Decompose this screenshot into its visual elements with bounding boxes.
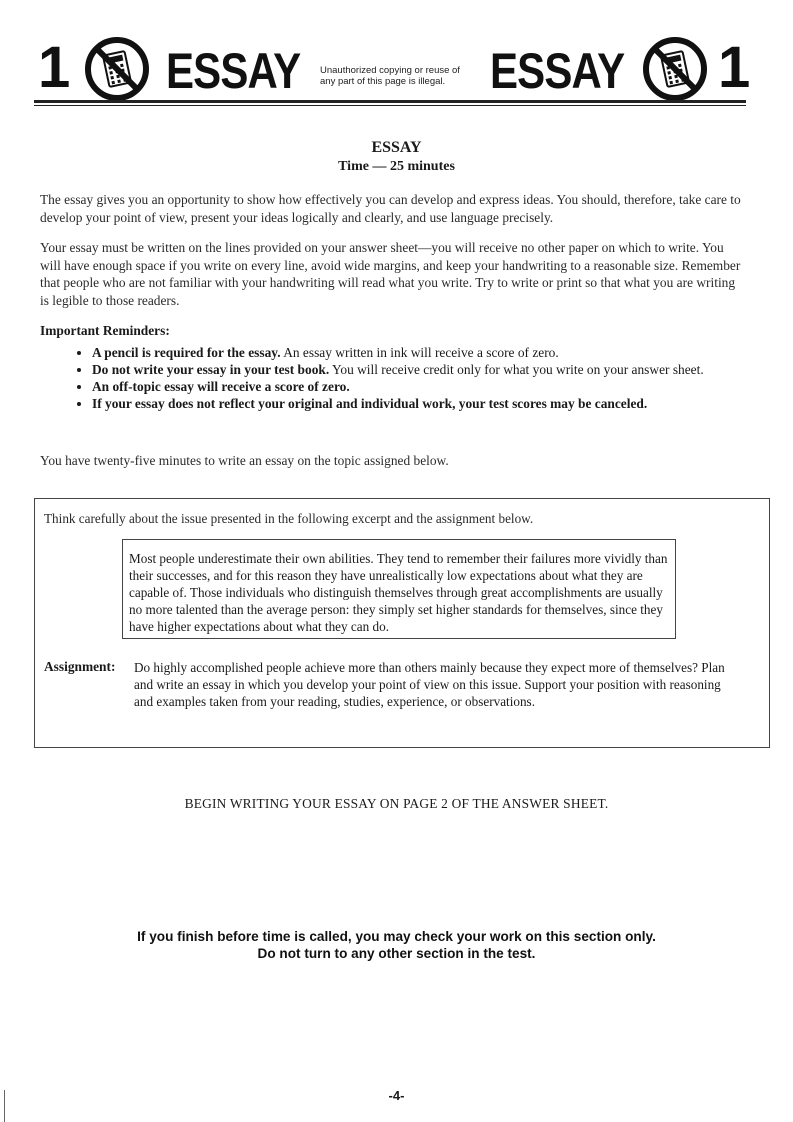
assignment-text: Do highly accomplished people achieve more than others mainly because they expect more of themselves? Plan and write an essay in which you develop your point of view on this issue. Support your position with reasoning and examples taken from your reading, studies, experience, or observations. — [134, 660, 725, 709]
time-limit: Time — 25 minutes — [338, 159, 455, 174]
copyright-notice — [320, 65, 485, 87]
list-item — [92, 395, 732, 412]
assignment-label: Assignment: — [44, 659, 116, 674]
copyright-notice-line1: Unauthorized copying or reuse of — [320, 65, 460, 76]
header-rule-thin — [34, 105, 746, 106]
reminder-text: You will receive credit only for what you write on your answer sheet. — [329, 362, 704, 377]
intro-paragraph-2: Your essay must be written on the lines provided on your answer sheet—you will receive no other paper on which to write. You will have enough space if you write on every line, avoid wide margins, and keep your handwriting to a reasonable size. Remember that people who are not familiar with your handwriting will read what you write. Try to write or print so that what you are writing is legible to those readers. — [40, 240, 741, 308]
header-title-left: ESSAY — [166, 43, 301, 99]
reminder-bold: If your essay does not reflect your original and individual work, your test scores may be canceled. — [92, 396, 648, 411]
begin-writing-instruction: BEGIN WRITING YOUR ESSAY ON PAGE 2 OF THE ANSWER SHEET. — [184, 796, 609, 811]
instruction-text: You have twenty-five minutes to write an essay on the topic assigned below. — [40, 453, 449, 468]
page-number: -4- — [388, 1088, 405, 1103]
finish-notice-line1: If you finish before time is called, you may check your work on this section only. — [137, 929, 656, 944]
reminder-bold: An off-topic essay will receive a score of zero. — [92, 379, 350, 394]
header-rule — [34, 100, 746, 103]
reminder-bold: Do not write your essay in your test book. — [92, 362, 330, 377]
no-calculator-icon — [84, 36, 150, 102]
intro-paragraph-1: The essay gives you an opportunity to show how effectively you can develop and express ideas. You should, therefore, take care to develop your point of view, present your ideas logically and clearly, and use language precisely. — [40, 192, 741, 225]
reminder-bold: A pencil is required for the essay. — [92, 345, 281, 360]
list-item — [92, 378, 732, 395]
reminders-list — [60, 344, 732, 412]
reminders-title: Important Reminders: — [40, 323, 170, 338]
section-number-right: 1 — [718, 35, 751, 100]
excerpt-box — [122, 539, 676, 639]
finish-notice — [0, 928, 793, 962]
copyright-notice-line2: any part of this page is illegal. — [320, 76, 446, 87]
reminder-text: An essay written in ink will receive a score of zero. — [280, 345, 559, 360]
section-heading: ESSAY — [371, 139, 422, 156]
scan-edge-line — [4, 1090, 5, 1122]
list-item — [92, 361, 732, 378]
excerpt-text: Most people underestimate their own abilities. They tend to remember their failures more vividly than their successes, and for this reason they have unrealistically low expectations about what they are capable of. Those individuals who distinguish themselves through great accomplishments are usually no more talented than the average person: they simply set higher standards for themselves, since they have higher expectations about what they can do. — [129, 551, 668, 634]
prompt-lead: Think carefully about the issue presented in the following excerpt and the assignment below. — [44, 511, 534, 526]
section-number-left: 1 — [38, 35, 71, 100]
no-calculator-icon — [642, 36, 708, 102]
header-title-right: ESSAY — [490, 43, 625, 99]
list-item — [92, 344, 732, 361]
finish-notice-line2: Do not turn to any other section in the test. — [257, 946, 536, 961]
